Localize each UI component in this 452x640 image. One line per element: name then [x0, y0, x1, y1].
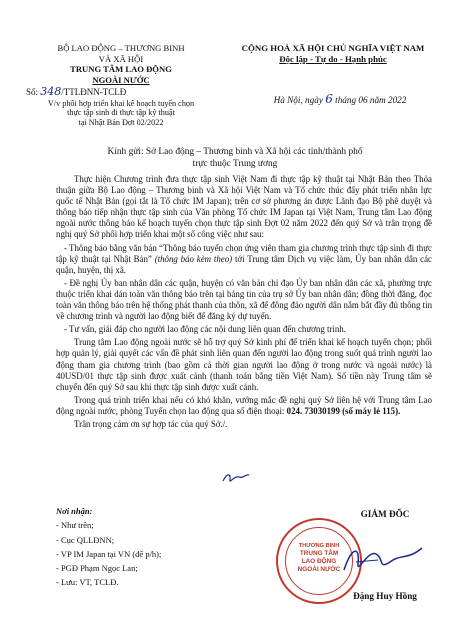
distribution-title: Nơi nhận:	[56, 506, 93, 516]
body-item-notice	[56, 243, 432, 276]
national-header	[222, 43, 444, 65]
subject-line	[12, 99, 230, 128]
doc-prefix: Số:	[26, 87, 39, 97]
body-item-advice: - Tư vấn, giải đáp cho người lao động các nội dung liên quan đến chương trình.	[64, 324, 346, 335]
date-line	[235, 92, 445, 106]
seal-line1: TRUNG TÂM	[299, 550, 339, 557]
distribution-item: - PGĐ Phạm Ngọc Lan;	[56, 563, 138, 574]
doc-number-handwritten: 348	[40, 85, 62, 98]
distribution-item: - Lưu: VT, TCLĐ.	[56, 577, 119, 588]
seal-line2: LAO ĐỘNG	[301, 558, 337, 565]
handwritten-signature	[338, 540, 428, 580]
body-paragraph-funding: Trung tâm Lao động ngoài nước sẽ hỗ trợ quý Sở kinh phí để triển khai kế hoạch tuyển chọn; phối hợp quản lý, giải quyết các vấn đề phát sinh liên quan đến người lao động trong suốt quá trình người lao động tham gia chương trình (bao gồm cả thời gian người lao động ở trong nước và ngoài nước) là 40USD/01 thực tập sinh được xuất cảnh (thanh toán bằng tiền Việt Nam). Số tiền này Trung tâm sẽ chuyển đến quý Sở sau khi thực tập sinh được xuất cảnh.	[56, 337, 432, 392]
country-name: CỘNG HOÀ XÃ HỘI CHỦ NGHĨA VIỆT NAM	[241, 43, 425, 53]
distribution-item: - VP IM Japan tại VN (để p/h);	[56, 548, 162, 559]
recipient-line2: trực thuộc Trung ương	[192, 159, 278, 169]
national-motto: Độc lập - Tự do - Hạnh phúc	[279, 54, 387, 64]
date-day-handwritten: 6	[325, 92, 333, 106]
doc-suffix: /TTLĐNN-TCLĐ	[61, 87, 127, 97]
date-suffix: tháng 06 năm 2022	[335, 95, 407, 105]
notice-attachment: (thông báo kèm theo)	[154, 253, 233, 264]
date-prefix: Hà Nội, ngày	[273, 95, 323, 105]
signer-name: Đặng Huy Hồng	[353, 591, 417, 601]
center-name-line2: NGOÀI NƯỚC	[92, 74, 150, 85]
subject-line1: V/v phối hợp triển khai kế hoạch tuyển chọn	[47, 98, 195, 108]
notice-text-b: tới Trung tâm Dịch vụ việc làm, Ủy ban nhân dân các quận, huyện, thị xã.	[56, 253, 432, 275]
body-item-committee: - Đề nghị Ủy ban nhân dân các quận, huyện có văn bản chỉ đạo Ủy ban nhân dân các xã, phường trực thuộc triển khai dán toàn văn thông báo trên tại bảng tin của trụ sở Ủy ban nhân dân; đồng thời đăng, đọc toàn văn thông báo trên hệ thống phát thanh của thôn, xã để đông đảo người dân nắm bắt đầy đủ thông tin về chương trình và người lao động biết để đăng ký dự tuyển.	[56, 277, 433, 322]
letter-body	[56, 174, 432, 432]
body-paragraph-1: Thực hiện Chương trình đưa thực tập sinh Việt Nam đi thực tập kỹ thuật tại Nhật Bản theo Thỏa thuận giữa Bộ Lao động – Thương binh và Xã hội Việt Nam và Tổ chức thúc đẩy phát triển nhân lực quốc tế Nhật Bản (gọi tắt là Tổ chức IM Japan); trên cơ sở phương án được Lãnh đạo Bộ phê duyệt và thông báo tiếp nhận thực tập sinh của Văn phòng Tổ chức IM Japan tại Việt Nam, Trung tâm Lao động ngoài nước thông báo kế hoạch tuyển chọn thực tập sinh Đợt 02 năm 2022 đến quý Sở và trân trọng đề nghị quý Sở phối hợp triển khai một số công việc như sau:	[56, 174, 432, 240]
issuer-header	[12, 43, 230, 127]
subject-line3: tại Nhật Bản Đợt 02/2022	[78, 117, 164, 127]
ministry-name-line1: BỘ LAO ĐỘNG – THƯƠNG BINH	[57, 43, 185, 53]
notice-text-a: - Thông báo bằng văn bản “Thông báo tuyển chọn ứng viên tham gia chương trình thực tập sinh đi thực tập kỹ thuật tại Nhật Bản”	[56, 242, 432, 264]
document-number	[12, 87, 230, 98]
contact-text: Trong quá trình triển khai nếu có khó khăn, vướng mắc đề nghị quý Sở liên hệ với Trung tâm Lao động ngoài nước, phòng Tuyển chọn lao động qua số điện thoại:	[56, 394, 432, 416]
contact-phone: 024. 73030199 (số máy lẻ 115).	[286, 405, 401, 416]
recipient-line1: Kính gửi: Sở Lao động – Thương binh và Xã hội các tỉnh/thành phố	[107, 147, 363, 157]
seal-ring-text: THƯƠNG BINH	[298, 543, 340, 549]
body-paragraph-thanks: Trân trọng cảm ơn sự hợp tác của quý Sở./.	[74, 418, 228, 429]
handwritten-initial	[221, 471, 251, 485]
distribution-item: - Cục QLLĐNN;	[56, 534, 115, 545]
subject-line2: thực tập sinh đi thực tập kỹ thuật	[67, 108, 175, 118]
recipient-line	[70, 146, 400, 170]
distribution-list	[56, 504, 246, 590]
seal-line3: NGOÀI NƯỚC	[297, 566, 341, 573]
seal-text	[290, 542, 348, 574]
distribution-item: - Như trên;	[56, 520, 94, 531]
signer-role: GIÁM ĐỐC	[360, 509, 410, 519]
body-paragraph-contact	[56, 395, 432, 417]
center-name-line1: TRUNG TÂM LAO ĐỘNG	[70, 64, 172, 74]
ministry-name-line2: VÀ XÃ HỘI	[98, 53, 144, 64]
